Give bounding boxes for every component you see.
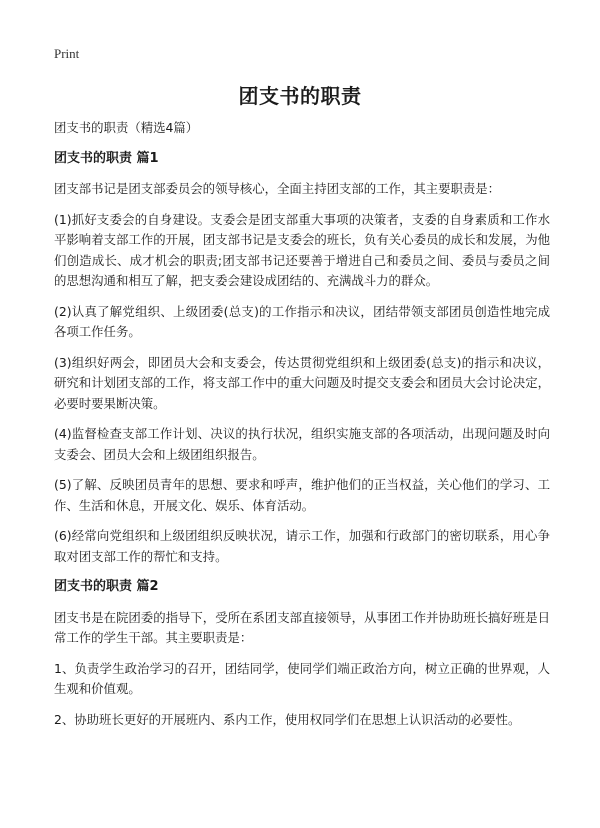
print-label: Print — [54, 46, 80, 61]
paragraph: (4)监督检查支部工作计划、决议的执行状况，组织实施支部的各项活动，出现问题及时向支委会、团员大会和上级团组织报告。 — [54, 426, 550, 462]
paragraph: (1)抓好支委会的自身建设。支委会是团支部重大事项的决策者，支委的自身素质和工作水平影响着支部工作的开展，团支部书记是支委会的班长，负有关心委员的成长和发展，为他们创造成长、成才机会的职责;团支部书记还要善于增进自己和委员之间、委员与委员之间的思想沟通和相互了解，把支委会建设成团结的、充满战斗力的群众。 — [54, 211, 550, 288]
paragraph: 1、负责学生政治学习的召开，团结同学，使同学们端正政治方向，树立正确的世界观，人生观和价值观。 — [54, 660, 550, 696]
section-1 — [54, 149, 550, 568]
section-heading: 团支书的职责 篇1 — [54, 150, 159, 166]
paragraph: (6)经常向党组织和上级团组织反映状况，请示工作，加强和行政部门的密切联系，用心争取对团支部工作的帮忙和支持。 — [54, 528, 550, 564]
document-subtitle: 团支书的职责（精选4篇） — [54, 120, 199, 135]
paragraph: 团支部书记是团支部委员会的领导核心，全面主持团支部的工作，其主要职责是： — [54, 181, 501, 196]
paragraph: 2、协助班长更好的开展班内、系内工作，使用权同学们在思想上认识活动的必要性。 — [54, 711, 521, 727]
paragraph: 团支书是在院团委的指导下，受所在系团支部直接领导，从事团工作并协助班长搞好班是日常工作的学生干部。其主要职责是： — [54, 609, 550, 645]
section-2 — [54, 577, 550, 730]
document-body — [54, 118, 550, 740]
paragraph: (2)认真了解党组织、上级团委(总支)的工作指示和决议，团结带领支部团员创造性地完成各项工作任务。 — [54, 303, 550, 339]
section-heading: 团支书的职责 篇2 — [54, 579, 159, 594]
paragraph: (5)了解、反映团员青年的思想、要求和呼声，维护他们的正当权益，关心他们的学习、工作、生活和休息，开展文化、娱乐、体育活动。 — [54, 477, 550, 513]
paragraph: (3)组织好两会，即团员大会和支委会，传达贯彻党组织和上级团委(总支)的指示和决议，研究和计划团支部的工作，将支部工作中的重大问题及时提交支委会和团员大会讨论决定，必要时要果断决策。 — [54, 354, 550, 411]
document-title: 团支书的职责 — [238, 84, 362, 108]
